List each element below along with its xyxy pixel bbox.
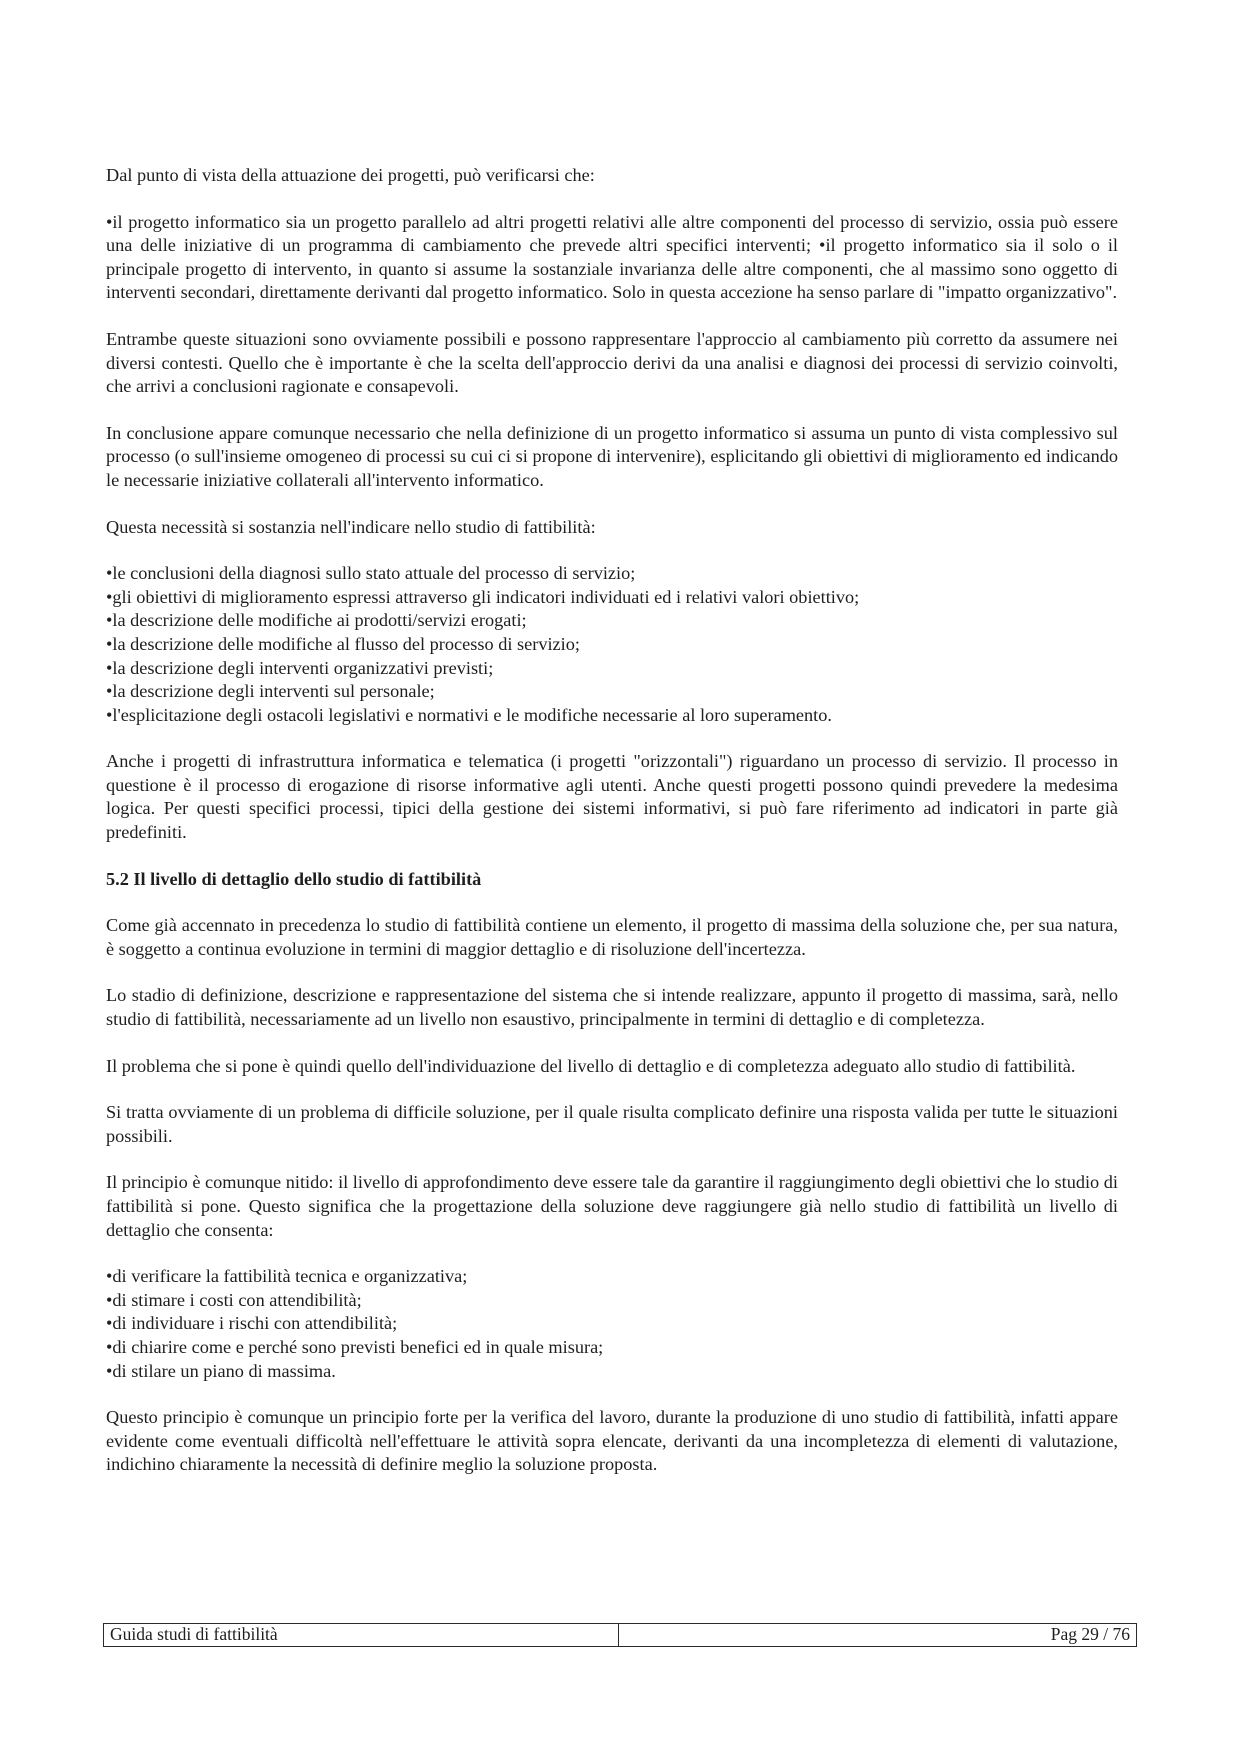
list-item: •di individuare i rischi con attendibilità; (106, 1313, 398, 1334)
page-footer (103, 1623, 1137, 1647)
paragraph-infrastructure: Anche i progetti di infrastruttura informatica e telematica (i progetti "orizzontali") riguardano un processo di servizio. Il processo in questione è il processo di erogazione di risorse informative agli utenti. Anche questi progetti possono quindi prevedere la medesima logica. Per questi specifici processi, tipici della gestione dei sistemi informativi, si può fare riferimento ad indicatori in parte già predefiniti. (106, 751, 1118, 843)
paragraph-already-mentioned: Come già accennato in precedenza lo studio di fattibilità contiene un elemento, il progetto di massima della soluzione che, per sua natura, è soggetto a continua evoluzione in termini di maggior dettaglio e di risoluzione dell'incertezza. (106, 915, 1118, 959)
list-item: •la descrizione delle modifiche ai prodotti/servizi erogati; (106, 610, 527, 631)
paragraph-project-types: •il progetto informatico sia un progetto parallelo ad altri progetti relativi alle altre componenti del processo di servizio, ossia può essere una delle iniziative di un programma di cambiamento che prevede altri specifici interventi; •il progetto informatico sia il solo o il principale progetto di intervento, in quanto si assume la sostanziale invarianza delle altre componenti, che al massimo sono oggetto di interventi secondari, direttamente derivanti dal progetto informatico. Solo in questa accezione ha senso parlare di "impatto organizzativo". (106, 211, 1118, 303)
footer-page-number: Pag 29 / 76 (1050, 1624, 1130, 1644)
list-item: •di verificare la fattibilità tecnica e organizzativa; (106, 1266, 468, 1287)
list-item: •la descrizione delle modifiche al flusso del processo di servizio; (106, 633, 580, 654)
paragraph-both-situations: Entrambe queste situazioni sono ovviamente possibili e possono rappresentare l'approccio al cambiamento più corretto da assumere nei diversi contesti. Quello che è importante è che la scelta dell'approccio derivi da una analisi e diagnosi dei processi di servizio coinvolti, che arrivi a conclusioni ragionate e consapevoli. (106, 328, 1118, 397)
paragraph-difficult-solution: Si tratta ovviamente di un problema di difficile soluzione, per il quale risulta complicato definire una risposta valida per tutte le situazioni possibili. (106, 1102, 1118, 1146)
bullet-list-feasibility-items (106, 562, 1118, 727)
list-item: •di stilare un piano di massima. (106, 1360, 336, 1381)
list-item: •di stimare i costi con attendibilità; (106, 1289, 362, 1310)
section-heading: 5.2 Il livello di dettaglio dello studio di fattibilità (106, 868, 482, 889)
paragraph-definition-stage: Lo stadio di definizione, descrizione e rappresentazione del sistema che si intende realizzare, appunto il progetto di massima, sarà, nello studio di fattibilità, necessariamente ad un livello non esaustivo, principalmente in termini di dettaglio e di completezza. (106, 985, 1118, 1030)
list-item: •la descrizione degli interventi organizzativi previsti; (106, 657, 494, 678)
list-item: •la descrizione degli interventi sul personale; (106, 681, 435, 702)
list-item: •le conclusioni della diagnosi sullo stato attuale del processo di servizio; (106, 563, 636, 584)
paragraph-problem: Il problema che si pone è quindi quello dell'individuazione del livello di dettaglio e di completezza adeguato allo studio di fattibilità. (106, 1055, 1076, 1076)
paragraph-principle: Il principio è comunque nitido: il livello di approfondimento deve essere tale da garantire il raggiungimento degli obiettivi che lo studio di fattibilità si pone. Questo significa che la progettazione della soluzione deve raggiungere già nello studio di fattibilità un livello di dettaglio che consenta: (106, 1172, 1118, 1240)
paragraph-necessity: Questa necessità si sostanzia nell'indicare nello studio di fattibilità: (106, 516, 596, 537)
footer-title: Guida studi di fattibilità (104, 1624, 619, 1646)
paragraph-intro: Dal punto di vista della attuazione dei progetti, può verificarsi che: (106, 165, 595, 185)
page-body (106, 164, 1118, 1500)
list-item: •gli obiettivi di miglioramento espressi attraverso gli indicatori individuati ed i relativi valori obiettivo; (106, 586, 860, 607)
paragraph-conclusion: In conclusione appare comunque necessario che nella definizione di un progetto informatico si assuma un punto di vista complessivo sul processo (o sull'insieme omogeneo di processi su cui ci si propone di intervenire), esplicitando gli obiettivi di miglioramento ed indicando le necessarie iniziative collaterali all'intervento informatico. (106, 422, 1118, 490)
paragraph-final: Questo principio è comunque un principio forte per la verifica del lavoro, durante la produzione di uno studio di fattibilità, infatti appare evidente come eventuali difficoltà nell'effettuare le attività sopra elencate, derivanti da una incompletezza di elementi di valutazione, indichino chiaramente la necessità di definire meglio la soluzione proposta. (106, 1407, 1118, 1475)
list-item: •di chiarire come e perché sono previsti benefici ed in quale misura; (106, 1336, 604, 1357)
list-item: •l'esplicitazione degli ostacoli legislativi e normativi e le modifiche necessarie al loro superamento. (106, 704, 832, 725)
bullet-list-detail-level (106, 1265, 1118, 1383)
